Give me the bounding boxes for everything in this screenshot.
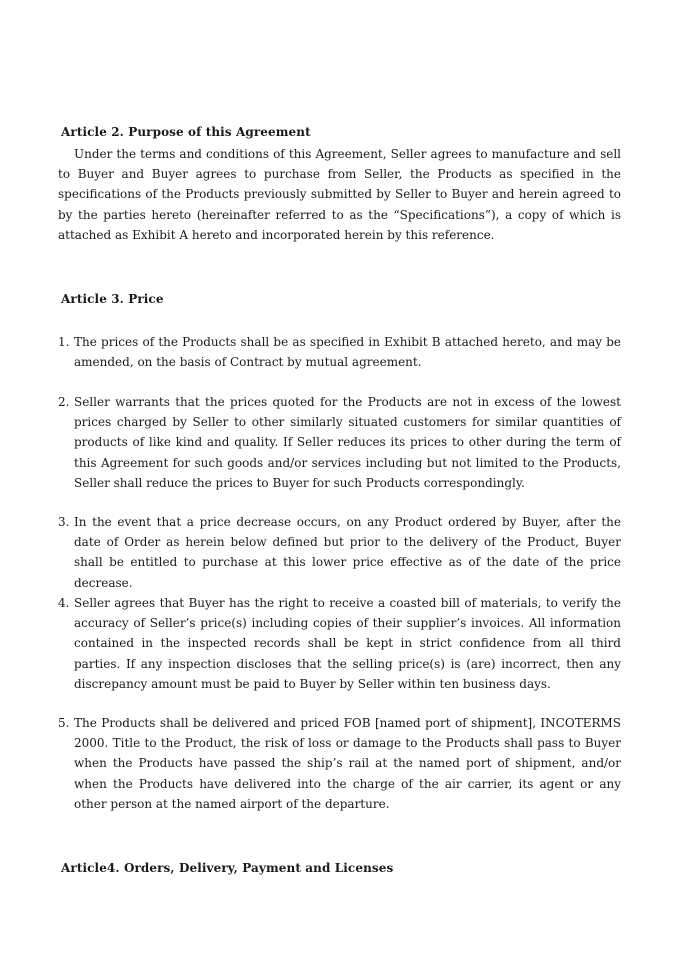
item-text: In the event that a price decrease occurs, on any Product ordered by Buyer, after the date of Order as herein below defined but prior to the delivery of the Product, Buyer shall be entitled to purchase at this lower price effective as of the date of the price decrease. <box>74 515 621 590</box>
article-2-heading: Article 2. Purpose of this Agreement <box>61 125 311 139</box>
article-2-body: Under the terms and conditions of this Agreement, Seller agrees to manufacture and sell to Buyer and Buyer agrees to purchase from Seller, the Products as specified in the specifications of the Products previously submitted by Seller to Buyer and herein agreed to by the parties hereto (hereinafter referred to as the “Specifications”), a copy of which is attached as Exhibit A hereto and incorporated herein by this reference. <box>58 147 621 242</box>
article-3-item-1 <box>58 332 621 372</box>
item-number: 4. <box>58 596 70 610</box>
item-number: 1. <box>58 335 70 349</box>
article-3-item-2 <box>58 392 621 493</box>
article-3-heading: Article 3. Price <box>61 292 164 306</box>
item-text: The prices of the Products shall be as specified in Exhibit B attached hereto, and may be amended, on the basis of Contract by mutual agreement. <box>74 335 621 370</box>
article-4-heading: Article4. Orders, Delivery, Payment and Licenses <box>61 861 394 875</box>
article-3-item-4 <box>58 593 621 694</box>
item-number: 2. <box>58 395 70 409</box>
article-3-item-5 <box>58 713 621 814</box>
item-text: Seller warrants that the prices quoted for the Products are not in excess of the lowest prices charged by Seller to other similarly situated customers for similar quantities of products of like kind and quality. If Seller reduces its prices to other during the term of this Agreement for such goods and/or services including but not limited to the Products, Seller shall reduce the prices to Buyer for such Products correspondingly. <box>74 395 621 490</box>
item-text: The Products shall be delivered and priced FOB [named port of shipment], INCOTERMS 2000. Title to the Product, the risk of loss or damage to the Products shall pass to Buyer when the Products have passed the ship’s rail at the named port of shipment, and/or when the Products have delivered into the charge of the air carrier, its agent or any other person at the named airport of the departure. <box>74 716 621 811</box>
item-number: 5. <box>58 716 70 730</box>
item-number: 3. <box>58 515 70 529</box>
article-3-item-3 <box>58 512 621 593</box>
item-text: Seller agrees that Buyer has the right to receive a coasted bill of materials, to verify the accuracy of Seller’s price(s) including copies of their supplier’s invoices. All information contained in the inspected records shall be kept in strict confidence from all third parties. If any inspection discloses that the selling price(s) is (are) incorrect, then any discrepancy amount must be paid to Buyer by Seller within ten business days. <box>74 596 621 691</box>
